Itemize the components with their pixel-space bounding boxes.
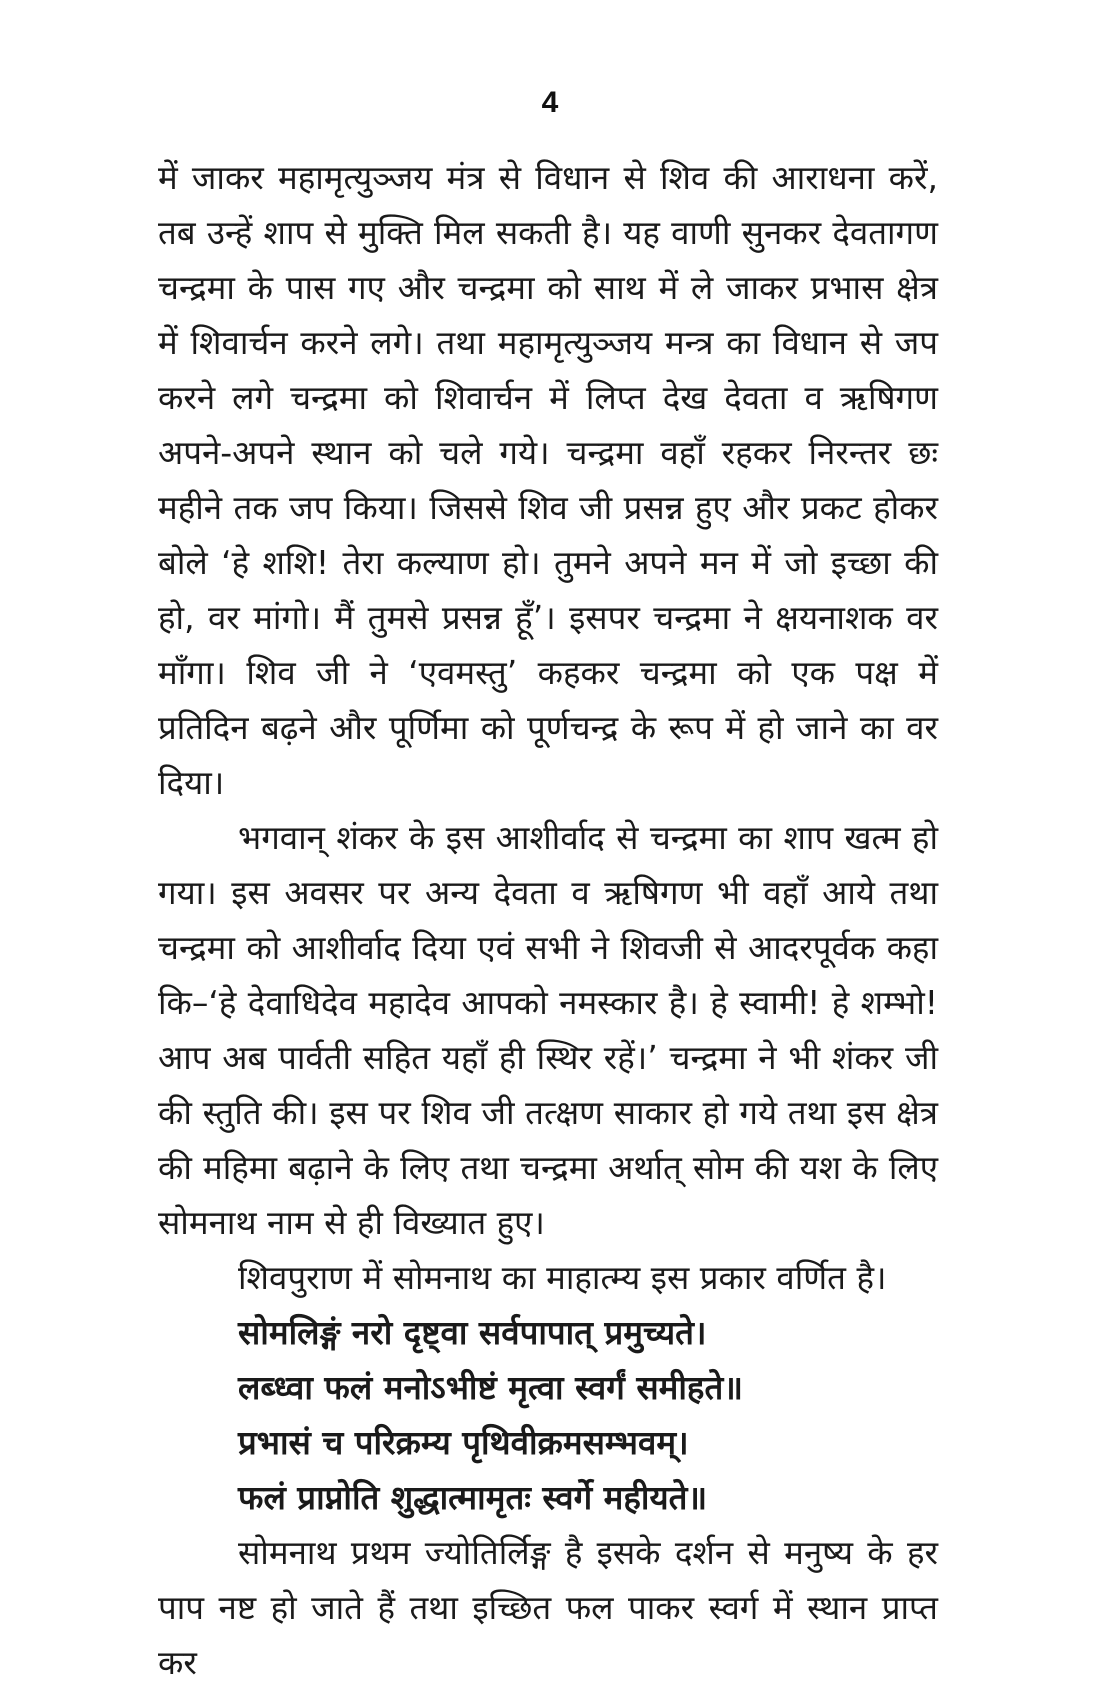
sanskrit-verse-block	[158, 1305, 938, 1525]
paragraph-closing: सोमनाथ प्रथम ज्योतिर्लिङ्ग है इसके दर्शन से मनुष्य के हर पाप नष्ट हो जाते हैं तथा इच्छित फल पाकर स्वर्ग में स्थान प्राप्त कर	[158, 1533, 938, 1682]
paragraph-continuation: में जाकर महामृत्युञ्जय मंत्र से विधान से शिव की आराधना करें, तब उन्हें शाप से मुक्ति मिल सकती है। यह वाणी सुनकर देवतागण चन्द्रमा के पास गए और चन्द्रमा को साथ में ले जाकर प्रभास क्षेत्र में शिवार्चन करने लगे। तथा महामृत्युञ्जय मन्त्र का विधान से जप करने लगे चन्द्रमा को शिवार्चन में लिप्त देख देवता व ऋषिगण अपने-अपने स्थान को चले गये। चन्द्रमा वहाँ रहकर निरन्तर छः महीने तक जप किया। जिससे शिव जी प्रसन्न हुए और प्रकट होकर बोले ‘हे शशि! तेरा कल्याण हो। तुमने अपने मन में जो इच्छा की हो, वर मांगो। मैं तुमसे प्रसन्न हूँ’। इसपर चन्द्रमा ने क्षयनाशक वर माँगा। शिव जी ने ‘एवमस्तु’ कहकर चन्द्रमा को एक पक्ष में प्रतिदिन बढ़ने और पूर्णिमा को पूर्णचन्द्र के रूप में हो जाने का वर दिया।	[158, 158, 938, 802]
verse-line: प्रभासं च परिक्रम्य पृथिवीक्रमसम्भवम्।	[238, 1423, 689, 1462]
page-number: 4	[541, 86, 559, 119]
verse-line: सोमलिङ्गं नरो दृष्ट्वा सर्वपापात् प्रमुच्यते।	[238, 1313, 707, 1352]
verse-line: फलं प्राप्नोति शुद्धात्मामृतः स्वर्गे महीयते॥	[238, 1478, 708, 1517]
paragraph-shivpuran-intro: शिवपुराण में सोमनाथ का माहात्म्य इस प्रकार वर्णित है।	[238, 1258, 887, 1297]
verse-line: लब्ध्वा फलं मनोऽभीष्टं मृत्वा स्वर्गं समीहते॥	[238, 1368, 744, 1407]
paragraph-blessing: भगवान् शंकर के इस आशीर्वाद से चन्द्रमा का शाप खत्म हो गया। इस अवसर पर अन्य देवता व ऋषिगण भी वहाँ आये तथा चन्द्रमा को आशीर्वाद दिया एवं सभी ने शिवजी से आदरपूर्वक कहा कि–‘हे देवाधिदेव महादेव आपको नमस्कार है। हे स्वामी! हे शम्भो! आप अब पार्वती सहित यहाँ ही स्थिर रहें।’ चन्द्रमा ने भी शंकर जी की स्तुति की। इस पर शिव जी तत्क्षण साकार हो गये तथा इस क्षेत्र की महिमा बढ़ाने के लिए तथा चन्द्रमा अर्थात् सोम की यश के लिए सोमनाथ नाम से ही विख्यात हुए।	[158, 818, 938, 1242]
body-text	[158, 150, 938, 1690]
